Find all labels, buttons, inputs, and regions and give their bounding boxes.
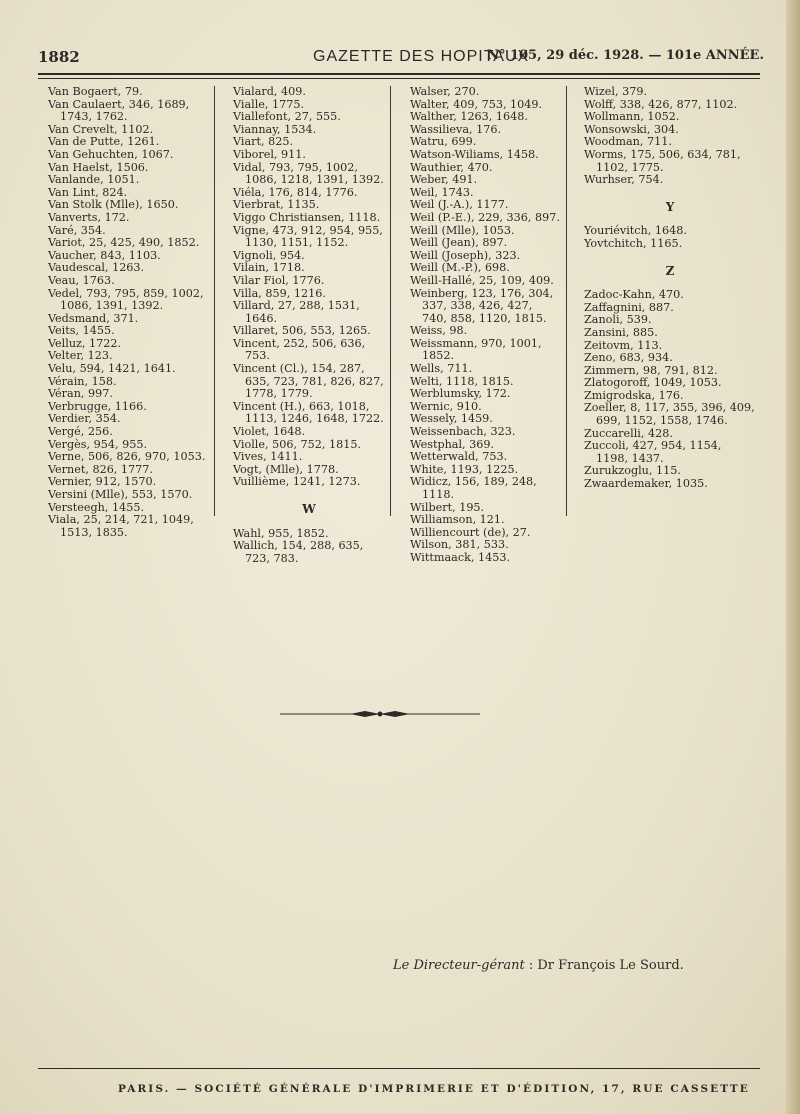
index-entry: Weinberg, 123, 176, 304, 337, 338, 426, 427, 740, 858, 1120, 1815. xyxy=(410,286,554,325)
index-entry: Viallefont, 27, 555. xyxy=(233,110,341,124)
index-entry: Vérain, 158. xyxy=(48,374,117,388)
index-entry: Wells, 711. xyxy=(410,362,473,376)
index-entry: Wollmann, 1052. xyxy=(584,110,680,124)
index-entry: Weber, 491. xyxy=(410,173,478,187)
index-entry: Wittmaack, 1453. xyxy=(410,550,511,564)
index-entry: Weissenbach, 323. xyxy=(410,425,516,439)
director-name: : Dr François Le Sourd. xyxy=(528,958,684,973)
index-entry: Vaudescal, 1263. xyxy=(48,261,145,275)
index-entry: Wassilieva, 176. xyxy=(410,122,502,136)
index-entry: Viéla, 176, 814, 1776. xyxy=(233,185,358,199)
column-separator xyxy=(214,86,215,516)
index-entry: Vincent (Cl.), 154, 287, 635, 723, 781, 826, 827, 1778, 1779. xyxy=(233,362,384,401)
index-entry: Verne, 506, 826, 970, 1053. xyxy=(48,450,206,464)
index-column-4 xyxy=(584,86,756,491)
index-entry: Wallich, 154, 288, 635, 723, 783. xyxy=(233,539,364,565)
index-entry: Verbrugge, 1166. xyxy=(48,399,147,413)
index-entry: Wizel, 379. xyxy=(584,85,647,98)
index-entry: Vialle, 1775. xyxy=(233,97,305,111)
index-column-3 xyxy=(410,86,560,565)
index-entry: Zoeller, 8, 117, 355, 396, 409, 699, 1152, 1558, 1746. xyxy=(584,401,755,428)
index-entry: Van Lint, 824. xyxy=(48,185,128,199)
index-entry: Williamson, 121. xyxy=(410,513,505,527)
index-entry: Zimmern, 98, 791, 812. xyxy=(584,363,718,377)
index-entry: Viala, 25, 214, 721, 1049, 1513, 1835. xyxy=(48,513,194,539)
index-entry: Van Crevelt, 1102. xyxy=(48,122,154,136)
index-entry: Villaret, 506, 553, 1265. xyxy=(233,324,371,338)
index-entry: White, 1193, 1225. xyxy=(410,462,519,476)
index-entry: Weissmann, 970, 1001, 1852. xyxy=(410,336,542,363)
index-entry: Velter, 123. xyxy=(48,349,113,363)
page-number: 1882 xyxy=(38,48,80,66)
index-entry: Zurukzoglu, 115. xyxy=(584,464,681,478)
index-entry: Viggo Christiansen, 1118. xyxy=(233,210,381,224)
index-entry: Vanverts, 172. xyxy=(48,210,130,224)
index-entry: Zeitovm, 113. xyxy=(584,338,663,352)
index-entry: Zanoli, 539. xyxy=(584,313,652,327)
director-label: Le Directeur-gérant xyxy=(393,958,525,973)
index-entry: Weill-Hallé, 25, 109, 409. xyxy=(410,273,554,287)
index-entry: Zuccarelli, 428. xyxy=(584,426,673,440)
index-entry: Weil (J.-A.), 1177. xyxy=(410,198,509,212)
index-entry: Worms, 175, 506, 634, 781, 1102, 1775. xyxy=(584,147,741,174)
index-entry: Wahl, 955, 1852. xyxy=(233,526,329,540)
column-separator xyxy=(390,86,391,516)
index-entry: Wetterwald, 753. xyxy=(410,450,508,464)
footer-rule xyxy=(38,1068,760,1069)
index-column-1 xyxy=(48,86,208,539)
index-entry: Wolff, 338, 426, 877, 1102. xyxy=(584,97,738,111)
section-letter: W xyxy=(302,502,316,516)
index-entry: Wurhser, 754. xyxy=(584,173,664,187)
index-entry: Veits, 1455. xyxy=(48,324,115,338)
index-entry: Vaucher, 843, 1103. xyxy=(48,248,161,262)
index-entry: Zaffagnini, 887. xyxy=(584,300,674,314)
index-entry: Weill (M.-P.), 698. xyxy=(410,261,510,275)
index-entry: Wilbert, 195. xyxy=(410,500,485,514)
index-entry: Villa, 859, 1216. xyxy=(233,286,326,300)
index-entry: Vincent, 252, 506, 636, 753. xyxy=(233,336,366,363)
index-entry: Walther, 1263, 1648. xyxy=(410,110,528,124)
index-entry: Vernet, 826, 1777. xyxy=(48,462,153,476)
index-entry: Williencourt (de), 27. xyxy=(410,525,531,539)
index-entry: Versini (Mlle), 553, 1570. xyxy=(48,488,193,501)
index-entry: Velluz, 1722. xyxy=(48,336,122,350)
index-entry: Widicz, 156, 189, 248, 1118. xyxy=(410,475,537,501)
index-entry: Viart, 825. xyxy=(233,135,293,149)
header-rule-thin xyxy=(38,78,760,79)
issue-info: N° 105, 29 déc. 1928. — 101e ANNÉE. xyxy=(487,48,764,63)
column-separator xyxy=(566,86,567,516)
index-entry: Zeno, 683, 934. xyxy=(584,351,673,365)
header-rule xyxy=(38,73,760,75)
index-entry: Van Caulaert, 346, 1689, 1743, 1762. xyxy=(48,97,190,124)
index-entry: Zadoc-Kahn, 470. xyxy=(584,288,684,302)
index-entry: Zuccoli, 427, 954, 1154, 1198, 1437. xyxy=(584,439,722,465)
index-entry: Vierbrat, 1135. xyxy=(233,198,320,212)
index-entry: Vilar Fiol, 1776. xyxy=(233,273,325,287)
index-entry: Vanlande, 1051. xyxy=(48,173,140,187)
index-entry: Varé, 354. xyxy=(48,223,106,237)
index-entry: Van Haelst, 1506. xyxy=(48,160,149,174)
index-entry: Vialard, 409. xyxy=(233,85,306,98)
index-entry: Viannay, 1534. xyxy=(233,122,317,136)
index-entry: Veau, 1763. xyxy=(48,273,115,287)
index-entry: Véran, 997. xyxy=(48,387,113,401)
divider-ornament xyxy=(280,709,480,719)
index-entry: Vedel, 793, 795, 859, 1002, 1086, 1391, 1392. xyxy=(48,286,204,313)
index-entry: Villard, 27, 288, 1531, 1646. xyxy=(233,299,360,325)
index-column-2 xyxy=(233,86,385,565)
index-entry: Vedsmand, 371. xyxy=(48,311,139,325)
index-entry: Weil (P.-E.), 229, 336, 897. xyxy=(410,210,560,224)
index-entry: Weil, 1743. xyxy=(410,185,474,199)
index-entry: Weiss, 98. xyxy=(410,324,468,338)
index-entry: Van Stolk (Mlle), 1650. xyxy=(48,198,179,212)
index-entry: Youriévitch, 1648. xyxy=(584,224,687,238)
index-entry: Wilson, 381, 533. xyxy=(410,538,509,552)
index-entry: Werblumsky, 172. xyxy=(410,387,511,401)
director-signature xyxy=(393,958,684,973)
index-entry: Van Gehuchten, 1067. xyxy=(48,147,174,161)
index-entry: Van de Putte, 1261. xyxy=(48,135,160,149)
journal-title: GAZETTE DES HOPITAUX xyxy=(313,48,530,65)
index-entry: Wessely, 1459. xyxy=(410,412,493,426)
index-entry: Westphal, 369. xyxy=(410,437,495,451)
index-entry: Vives, 1411. xyxy=(233,450,303,464)
index-entry: Zansini, 885. xyxy=(584,325,658,339)
index-entry: Vignoli, 954. xyxy=(233,248,305,262)
index-entry: Vernier, 912, 1570. xyxy=(48,475,157,489)
index-entry: Vigne, 473, 912, 954, 955, 1130, 1151, 1152. xyxy=(233,223,383,250)
index-entry: Wauthier, 470. xyxy=(410,160,493,174)
index-entry: Watson-Wiliams, 1458. xyxy=(410,147,539,161)
index-entry: Zlatogoroff, 1049, 1053. xyxy=(584,376,722,390)
index-entry: Wonsowski, 304. xyxy=(584,122,679,136)
printer-footer: PARIS. — SOCIÉTÉ GÉNÉRALE D'IMPRIMERIE ET D'ÉDITION, 17, RUE CASSETTE xyxy=(118,1083,750,1095)
index-entry: Violle, 506, 752, 1815. xyxy=(233,437,362,451)
index-entry: Vergé, 256. xyxy=(48,425,113,439)
index-entry: Walter, 409, 753, 1049. xyxy=(410,97,543,111)
index-entry: Vidal, 793, 795, 1002, 1086, 1218, 1391, 1392. xyxy=(233,160,384,187)
index-entry: Variot, 25, 425, 490, 1852. xyxy=(48,236,200,250)
index-entry: Weill (Joseph), 323. xyxy=(410,248,521,262)
index-entry: Welti, 1118, 1815. xyxy=(410,374,514,388)
index-entry: Vogt, (Mlle), 1778. xyxy=(233,462,339,476)
page-header xyxy=(38,48,764,72)
section-letter: Y xyxy=(665,199,675,214)
index-entry: Watru, 699. xyxy=(410,135,477,149)
index-entry: Violet, 1648. xyxy=(233,425,306,439)
index-entry: Versteegh, 1455. xyxy=(48,500,145,514)
index-entry: Vergès, 954, 955. xyxy=(48,437,148,451)
section-letter: Z xyxy=(665,263,675,278)
index-entry: Velu, 594, 1421, 1641. xyxy=(48,362,176,376)
index-entry: Verdier, 354. xyxy=(48,412,121,426)
index-entry: Vincent (H.), 663, 1018, 1113, 1246, 1648, 1722. xyxy=(233,399,384,426)
index-entry: Vuillième, 1241, 1273. xyxy=(233,475,361,489)
index-entry: Yovtchitch, 1165. xyxy=(584,236,683,250)
index-entry: Weill (Jean), 897. xyxy=(410,236,508,250)
index-entry: Walser, 270. xyxy=(410,85,480,98)
index-entry: Van Bogaert, 79. xyxy=(48,85,143,98)
index-entry: Woodman, 711. xyxy=(584,135,672,149)
index-entry: Vilain, 1718. xyxy=(233,261,305,275)
index-entry: Zmigrodska, 176. xyxy=(584,388,684,402)
index-entry: Weill (Mlle), 1053. xyxy=(410,223,515,237)
page-edge xyxy=(786,0,800,1114)
index-entry: Wernic, 910. xyxy=(410,399,482,413)
index-entry: Viborel, 911. xyxy=(233,147,306,161)
index-entry: Zwaardemaker, 1035. xyxy=(584,477,708,491)
